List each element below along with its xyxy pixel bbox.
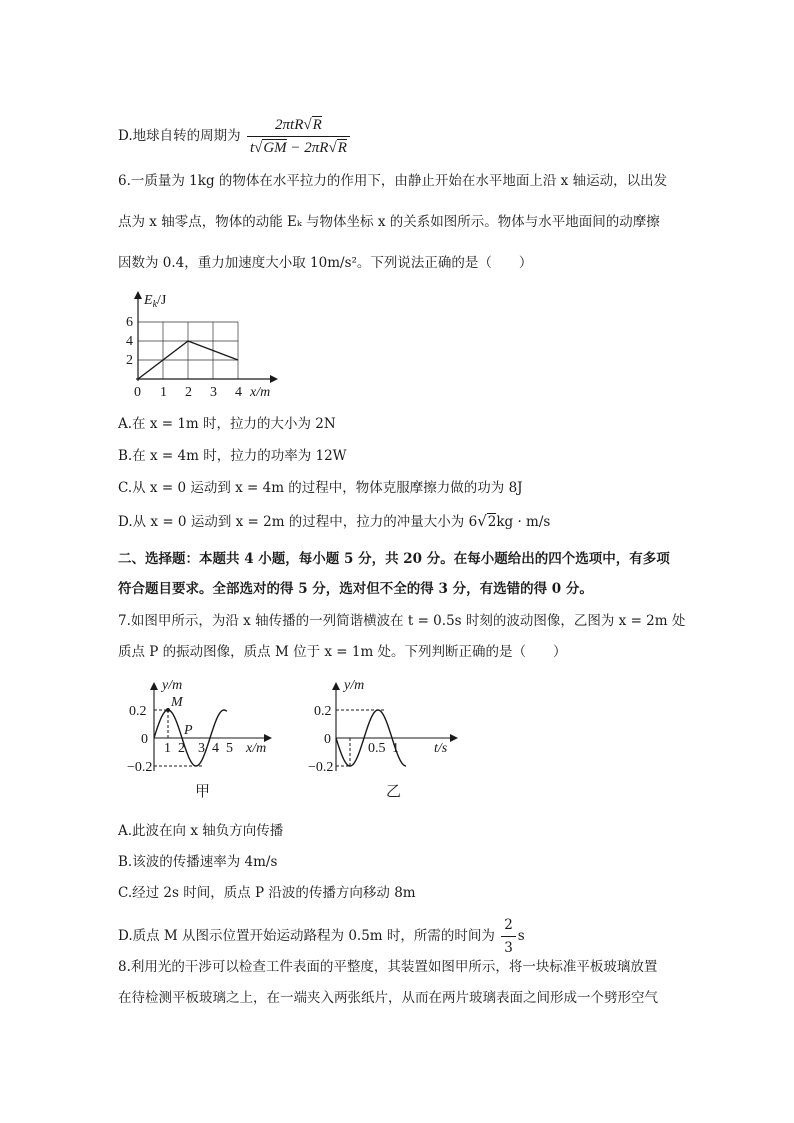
x-tick-4: 4 [212, 741, 219, 756]
x-tick-2: 2 [178, 741, 185, 756]
x-axis-arrow [270, 375, 278, 383]
wave-graph-jia [126, 676, 286, 776]
y-tick-bottom: −0.2 [127, 760, 153, 775]
vibration-graph-yi [306, 676, 466, 776]
y-axis-arrow [134, 291, 142, 299]
frac-den-r: R [337, 140, 347, 156]
q8-stem-line-1: 8.利用光的干涉可以检查工件表面的平整度，其装置如图甲所示，将一块标准平板玻璃放置 [118, 959, 658, 975]
x-tick-3: 3 [210, 385, 217, 400]
q8-stem-line-2: 在待检测平板玻璃之上，在一端夹入两张纸片，从而在两片玻璃表面之间形成一个劈形空气 [118, 990, 658, 1006]
q6-stem-line-3: 因数为 0.4，重力加速度大小取 10m/s²。下列说法正确的是（ ） [118, 255, 533, 271]
y-axis-arrow [332, 682, 340, 690]
q7-option-d-unit: s [517, 928, 525, 944]
x-axis-label: x/m [250, 385, 271, 400]
y-tick-4: 4 [126, 334, 133, 349]
x-axis-label: x/m [246, 741, 267, 756]
x-tick-0-5: 0.5 [368, 741, 386, 756]
frac-num: 2 [504, 917, 513, 933]
graph-grid [138, 322, 238, 379]
q6-option-a: A.在 x = 1m 时，拉力的大小为 2N [118, 416, 336, 432]
y-axis-label: $E_k/J$ [144, 293, 167, 310]
frac-den: 3 [501, 936, 516, 957]
label-p: P [184, 723, 193, 738]
y-axis-arrow [150, 682, 158, 690]
origin-label: 0 [134, 385, 141, 400]
q6-option-b: B.在 x = 4m 时，拉力的功率为 12W [118, 448, 347, 464]
q5-option-d-label: D.地球自转的周期为 [118, 128, 241, 144]
y-tick-2: 2 [126, 353, 133, 368]
q7-option-c: C.经过 2s 时间，质点 P 沿波的传播方向移动 8m [118, 885, 416, 901]
x-tick-2: 2 [185, 385, 192, 400]
section-2-header-line-1: 二、选择题：本题共 4 小题，每小题 5 分，共 20 分。在每小题给出的四个选项中，有多项 [118, 551, 670, 567]
origin-label: 0 [324, 732, 331, 747]
q7-option-d [118, 916, 525, 957]
q7-stem-line-1: 7.如图甲所示，为沿 x 轴传播的一列简谐横波在 t = 0.5s 时刻的波动图像，乙图为 x = 2m 处 [118, 613, 686, 629]
section-2-header-line-2: 符合题目要求。全部选对的得 5 分，选对但不全的得 3 分，有选错的得 0 分。 [118, 581, 593, 597]
origin-label: 0 [141, 732, 148, 747]
frac-num: 2πtR [275, 117, 304, 133]
x-axis-label: t/s [434, 741, 448, 756]
y-axis-label: y/m [162, 678, 183, 693]
q6-stem-line-2: 点为 x 轴零点，物体的动能 Eₖ 与物体坐标 x 的关系如图所示。物体与水平地面间的动摩擦 [118, 214, 660, 230]
q7-option-a: A.此波在向 x 轴负方向传播 [118, 823, 284, 839]
q7-option-d-fraction [501, 916, 516, 957]
point-m [166, 708, 170, 712]
y-tick-6: 6 [126, 315, 133, 330]
frac-den-gm: GM [263, 140, 287, 156]
q7-option-b: B.该波的传播速率为 4m/s [118, 854, 278, 870]
q5-period-fraction: $\frac{\text{2πtR√R}}{t√GM - 2\pi R√R}$ [247, 116, 350, 157]
x-tick-5: 5 [226, 741, 233, 756]
frac-den-minus: − 2πR [286, 140, 329, 156]
frac-den-t: t [249, 140, 255, 156]
q7-stem-line-2: 质点 P 的振动图像，质点 M 位于 x = 1m 处。下列判断正确的是（ ） [118, 644, 567, 660]
caption-jia: 甲 [195, 782, 211, 800]
q6-option-d-text: D.从 x = 0 运动到 x = 2m 的过程中，拉力的冲量大小为 6 [118, 514, 478, 530]
q6-stem-line-1: 6.一质量为 1kg 的物体在水平拉力的作用下，由静止开始在水平地面上沿 x 轴运动，以出发 [118, 173, 668, 189]
label-m: M [171, 695, 183, 710]
x-tick-1: 1 [164, 741, 171, 756]
caption-yi: 乙 [386, 782, 402, 800]
q6-option-d: D.从 x = 0 运动到 x = 2m 的过程中，拉力的冲量大小为 6√2kg · m/s [118, 512, 551, 530]
q6-option-c: C.从 x = 0 运动到 x = 4m 的过程中，物体克服摩擦力做的功为 8J [118, 480, 523, 496]
ek-x-graph [118, 285, 298, 403]
q6-option-d-radicand: 2 [487, 514, 497, 530]
frac-num-radicand: R [312, 117, 322, 133]
q6-option-d-unit: kg · m/s [496, 514, 551, 530]
x-tick-4: 4 [235, 385, 242, 400]
x-tick-1: 1 [392, 741, 399, 756]
y-tick-top: 0.2 [314, 704, 332, 719]
q7-option-d-text: D.质点 M 从图示位置开始运动路程为 0.5m 时，所需的时间为 [118, 928, 495, 944]
y-tick-top: 0.2 [129, 704, 147, 719]
x-tick-3: 3 [198, 741, 205, 756]
y-tick-bottom: −0.2 [308, 760, 334, 775]
y-axis-label: y/m [344, 678, 365, 693]
q5-option-d [118, 116, 352, 157]
x-tick-1: 1 [160, 385, 167, 400]
x-axis-arrow [450, 734, 458, 742]
